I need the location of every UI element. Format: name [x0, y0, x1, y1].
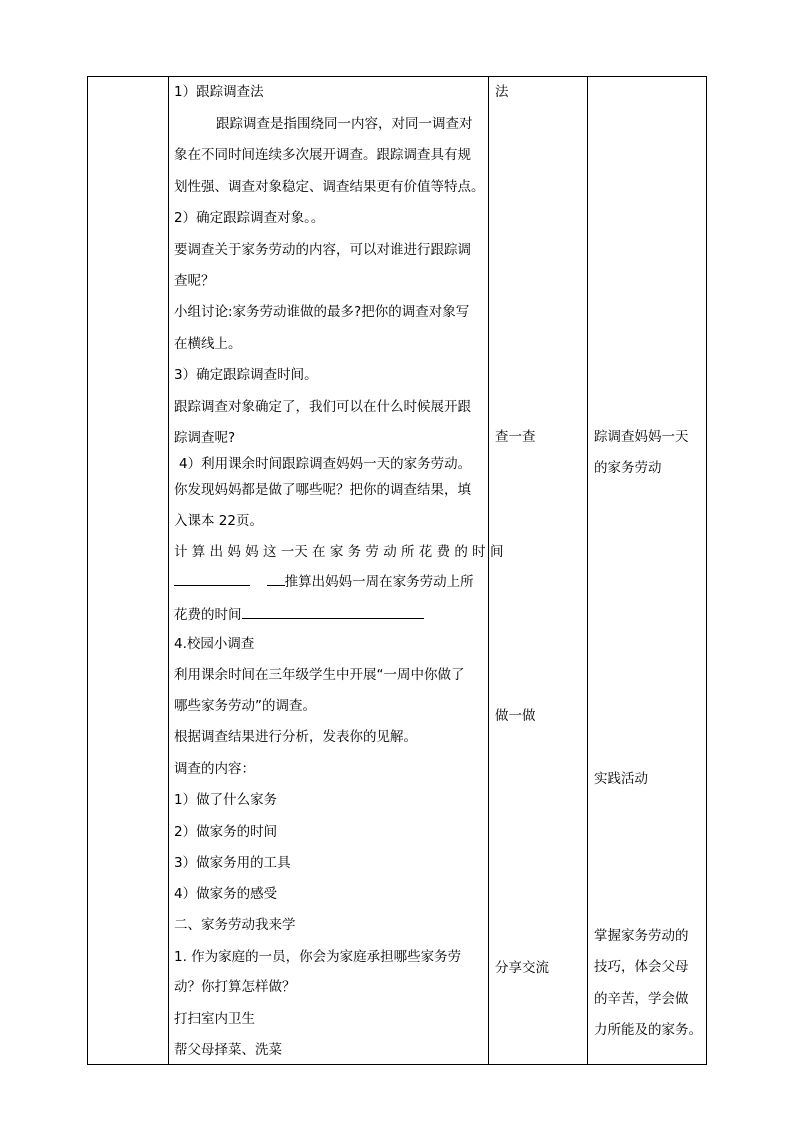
- answer-blank[interactable]: [242, 604, 424, 619]
- content-column: [174, 77, 504, 1064]
- content-line: 动？你打算怎样做？: [174, 979, 296, 995]
- purpose-line: 实践活动: [594, 771, 648, 787]
- fill-in-line: [174, 571, 474, 592]
- method-column: [495, 77, 585, 1064]
- content-line: 4）做家务的感受: [174, 886, 278, 902]
- content-line: 跟踪调查对象确定了，我们可以在什么时候展开跟: [174, 399, 471, 415]
- column-divider: [587, 77, 588, 1064]
- method-item: 做一做: [495, 708, 536, 724]
- purpose-line: 力所能及的家务。: [594, 1022, 702, 1038]
- content-line: 小组讨论:家务劳动谁做的最多?把你的调查对象写: [174, 304, 470, 320]
- section-heading: 二、家务劳动我来学: [174, 917, 296, 933]
- purpose-column: [594, 77, 706, 1064]
- content-line: 调查的内容：: [174, 761, 255, 777]
- column-divider: [168, 77, 169, 1064]
- method-item: 查一查: [495, 429, 536, 445]
- content-line: 入课本 22页。: [174, 513, 263, 529]
- content-line: 查呢？: [174, 273, 215, 289]
- purpose-line: 掌握家务劳动的: [594, 928, 689, 944]
- fill-in-line: [174, 604, 424, 625]
- content-line: 在横线上。: [174, 336, 242, 352]
- method-item: 法: [495, 84, 509, 100]
- lesson-table: [87, 76, 707, 1065]
- content-line: 帮父母择菜、洗菜: [174, 1042, 282, 1058]
- answer-blank[interactable]: [174, 571, 250, 586]
- column-divider: [488, 77, 489, 1064]
- content-line: 利用课余时间在三年级学生中开展“一周中你做了: [174, 667, 465, 683]
- content-line: 划性强、调查对象稳定、调查结果更有价值等特点。: [174, 179, 485, 195]
- content-line: 哪些家务劳动”的调查。: [174, 698, 316, 714]
- content-line: 4）利用课余时间跟踪调查妈妈一天的家务劳动。: [179, 456, 472, 472]
- content-line: 根据调查结果进行分析，发表你的见解。: [174, 729, 417, 745]
- content-line: 象在不同时间连续多次展开调查。跟踪调查具有规: [174, 147, 471, 163]
- content-line: 3）做家务用的工具: [174, 855, 291, 871]
- purpose-line: 踪调查妈妈一天: [594, 429, 689, 445]
- section-heading: 4.校园小调查: [174, 636, 255, 652]
- content-line: 1）做了什么家务: [174, 792, 278, 808]
- purpose-line: 的辛苦，学会做: [594, 991, 689, 1007]
- content-line: 2）做家务的时间: [174, 824, 278, 840]
- empty-first-column: [88, 77, 168, 1064]
- content-line: 要调查关于家务劳动的内容，可以对谁进行跟踪调: [174, 242, 471, 258]
- content-line: 1. 作为家庭的一员，你会为家庭承担哪些家务劳: [174, 949, 462, 965]
- purpose-line: 的家务劳动: [594, 460, 662, 476]
- content-line: 花费的时间: [174, 607, 242, 623]
- method-item: 分享交流: [495, 960, 549, 976]
- content-line: 计 算 出 妈 妈 这 一天 在 家 务 劳 动 所 花 费 的 时 间: [174, 544, 504, 560]
- content-line: 打扫室内卫生: [174, 1011, 255, 1027]
- content-line: 你发现妈妈都是做了哪些呢？把你的调查结果，填: [174, 482, 471, 498]
- content-line: 3）确定跟踪调查时间。: [174, 367, 318, 383]
- purpose-line: 技巧，体会父母: [594, 959, 689, 975]
- content-line: 1）跟踪调查法: [174, 84, 264, 100]
- content-line: 跟踪调查是指围绕同一内容，对同一调查对: [216, 116, 473, 132]
- content-line: 踪调查呢?: [174, 430, 236, 446]
- answer-blank[interactable]: [267, 571, 285, 586]
- content-line: 2）确定跟踪调查对象。。: [174, 210, 325, 226]
- content-line: 推算出妈妈一周在家务劳动上所: [284, 574, 474, 590]
